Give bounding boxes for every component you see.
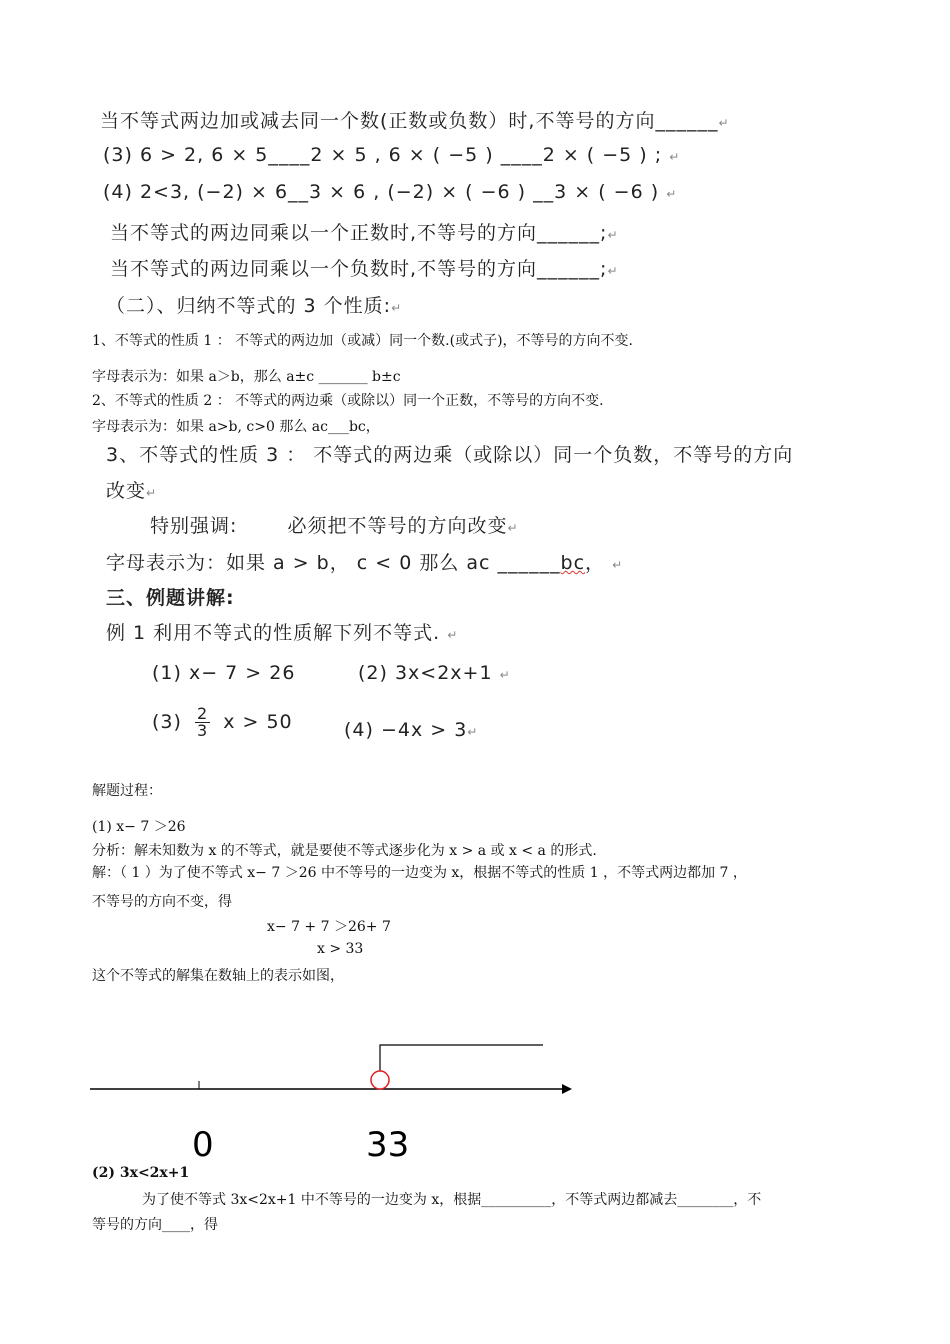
solution-heading: 解题过程： [92,783,162,799]
text-line-ex4: (4) 2<3, (−2) × 6__3 × 6 , (−2) × ( −6 ) __3 × ( −6 ) ↵ [103,181,678,203]
heading-examples: 三、例题讲解: [106,587,235,609]
property-3-cont: 改变↵ [106,480,158,502]
paragraph-mark-icon: ↵ [718,116,730,130]
paragraph-mark-icon: ↵ [612,558,624,572]
text-line-add-subtract: 当不等式两边加或减去同一个数(正数或负数）时,不等号的方向______↵ [100,110,730,132]
example-1-title: 例 1 利用不等式的性质解下列不等式. ↵ [106,622,459,644]
text-line-ex3: (3) 6 > 2, 6 × 5____2 × 5 , 6 × ( −5 ) ____2 × ( −5 ) ; ↵ [103,144,681,166]
solution-1-problem: (1) x− 7 ＞26 [92,819,186,835]
solution-1-numberline-note: 这个不等式的解集在数轴上的表示如图， [92,968,344,984]
number-label-33: 33 [366,1125,410,1165]
example-1-part-4: (4) −4x > 3↵ [344,719,479,741]
example-1-part-3: (3) $\frac{2}{3}$ x > 50 [152,704,293,740]
property-3-letters: 字母表示为：如果 a > b， c < 0 那么 ac ______bc， ↵ [106,552,624,574]
number-line [0,1030,600,1110]
property-2: 2、不等式的性质 2 ： 不等式的两边乘（或除以）同一个正数，不等号的方向不变. [92,393,604,409]
property-1: 1、不等式的性质 1 ： 不等式的两边加（或减）同一个数.(或式子)，不等号的方向不变. [92,333,633,349]
property-1-letters: 字母表示为：如果 a＞b，那么 a±c _______ b±c [92,369,401,385]
paragraph-mark-icon: ↵ [607,264,619,278]
solution-1-step-cont: 不等号的方向不变，得 [92,894,232,910]
paragraph-mark-icon: ↵ [507,521,519,535]
solution-ray [380,1045,543,1080]
open-circle-33 [371,1071,389,1089]
heading-summary: （二）、归纳不等式的 3 个性质:↵ [106,295,403,317]
arrow-right-icon [562,1084,572,1094]
solution-1-equation: x− 7 + 7 ＞26+ 7 [267,919,391,935]
paragraph-mark-icon: ↵ [666,187,678,201]
example-1-part-2: (2) 3x<2x+1 ↵ [358,662,511,684]
paragraph-mark-icon: ↵ [447,628,459,642]
property-3: 3、不等式的性质 3 ： 不等式的两边乘（或除以）同一个负数，不等号的方向 [106,444,794,466]
text-line-negative: 当不等式的两边同乘以一个负数时,不等号的方向______;↵ [110,258,619,280]
fraction-two-thirds: $\frac{2}{3}$ [196,704,209,740]
solution-2-step-cont: 等号的方向____，得 [92,1217,218,1233]
number-label-zero: 0 [192,1125,214,1165]
example-1-part-1: (1) x− 7 > 26 [152,662,296,684]
paragraph-mark-icon: ↵ [607,228,619,242]
text-line-positive: 当不等式的两边同乘以一个正数时,不等号的方向______;↵ [110,222,619,244]
solution-1-result: x > 33 [317,941,364,957]
special-emphasis: 特别强调: 必须把不等号的方向改变↵ [150,515,519,537]
paragraph-mark-icon: ↵ [669,150,681,164]
solution-2-step: 为了使不等式 3x<2x+1 中不等号的一边变为 x，根据__________，不等式两边都减去________，不 [142,1192,762,1208]
paragraph-mark-icon: ↵ [146,486,158,500]
property-2-letters: 字母表示为：如果 a>b, c>0 那么 ac___bc， [92,419,380,435]
solution-1-analysis: 分析：解未知数为 x 的不等式，就是要使不等式逐步化为 x > a 或 x < a 的形式. [92,843,597,859]
solution-2-problem: (2) 3x<2x+1 [92,1165,190,1181]
solution-1-step: 解：（ 1 ）为了使不等式 x− 7 ＞26 中不等号的一边变为 x，根据不等式的性质 1 ，不等式两边都加 7 ， [92,865,747,881]
paragraph-mark-icon: ↵ [391,301,403,315]
paragraph-mark-icon: ↵ [499,668,511,682]
paragraph-mark-icon: ↵ [467,725,479,739]
